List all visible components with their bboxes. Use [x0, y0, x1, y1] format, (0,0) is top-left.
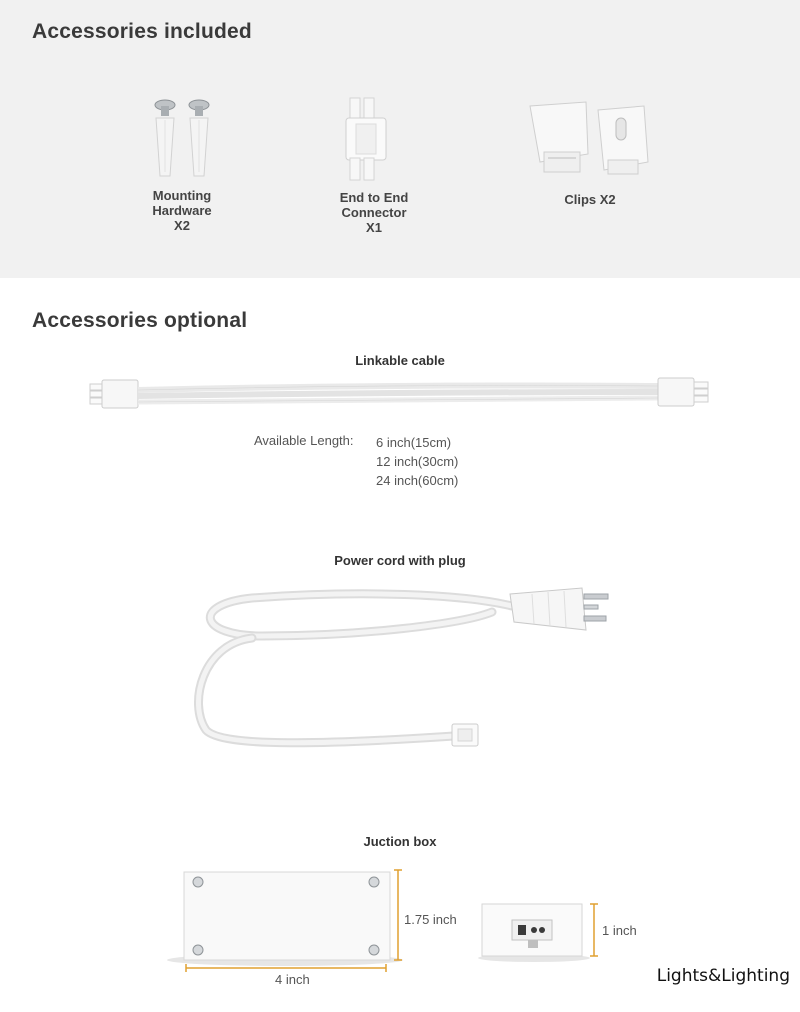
available-length-key: Available Length: — [254, 433, 354, 448]
junction-box-depth-label: 1 inch — [602, 923, 637, 938]
junction-box-label: Juction box — [363, 834, 437, 849]
junction-box-front-icon — [160, 868, 410, 978]
junction-box-side-icon — [478, 900, 604, 966]
junction-box-width-label: 4 inch — [275, 972, 310, 987]
accessories-included-section — [0, 0, 800, 278]
section-title-included: Accessories included — [32, 20, 252, 43]
length-option: 6 inch(15cm) — [376, 435, 452, 450]
linkable-cable-label: Linkable cable — [355, 353, 445, 368]
power-cord-icon — [192, 584, 616, 754]
clips-icon — [526, 100, 656, 178]
section-title-optional: Accessories optional — [32, 309, 248, 332]
mounting-hardware-icon — [150, 98, 220, 180]
length-option: 24 inch(60cm) — [376, 473, 459, 488]
length-option: 12 inch(30cm) — [376, 454, 459, 469]
end-connector-icon — [346, 98, 392, 182]
junction-box-height-label: 1.75 inch — [404, 912, 457, 927]
linkable-cable-icon — [88, 376, 710, 412]
available-length-list — [376, 433, 458, 490]
clips-label: Clips X2 — [564, 192, 616, 207]
power-cord-label: Power cord with plug — [334, 553, 466, 568]
watermark-text: Lights&Lighting — [656, 966, 790, 986]
end-connector-label: End to End Connector X1 — [339, 190, 409, 235]
mounting-hardware-label: Mounting Hardware X2 — [152, 188, 212, 233]
